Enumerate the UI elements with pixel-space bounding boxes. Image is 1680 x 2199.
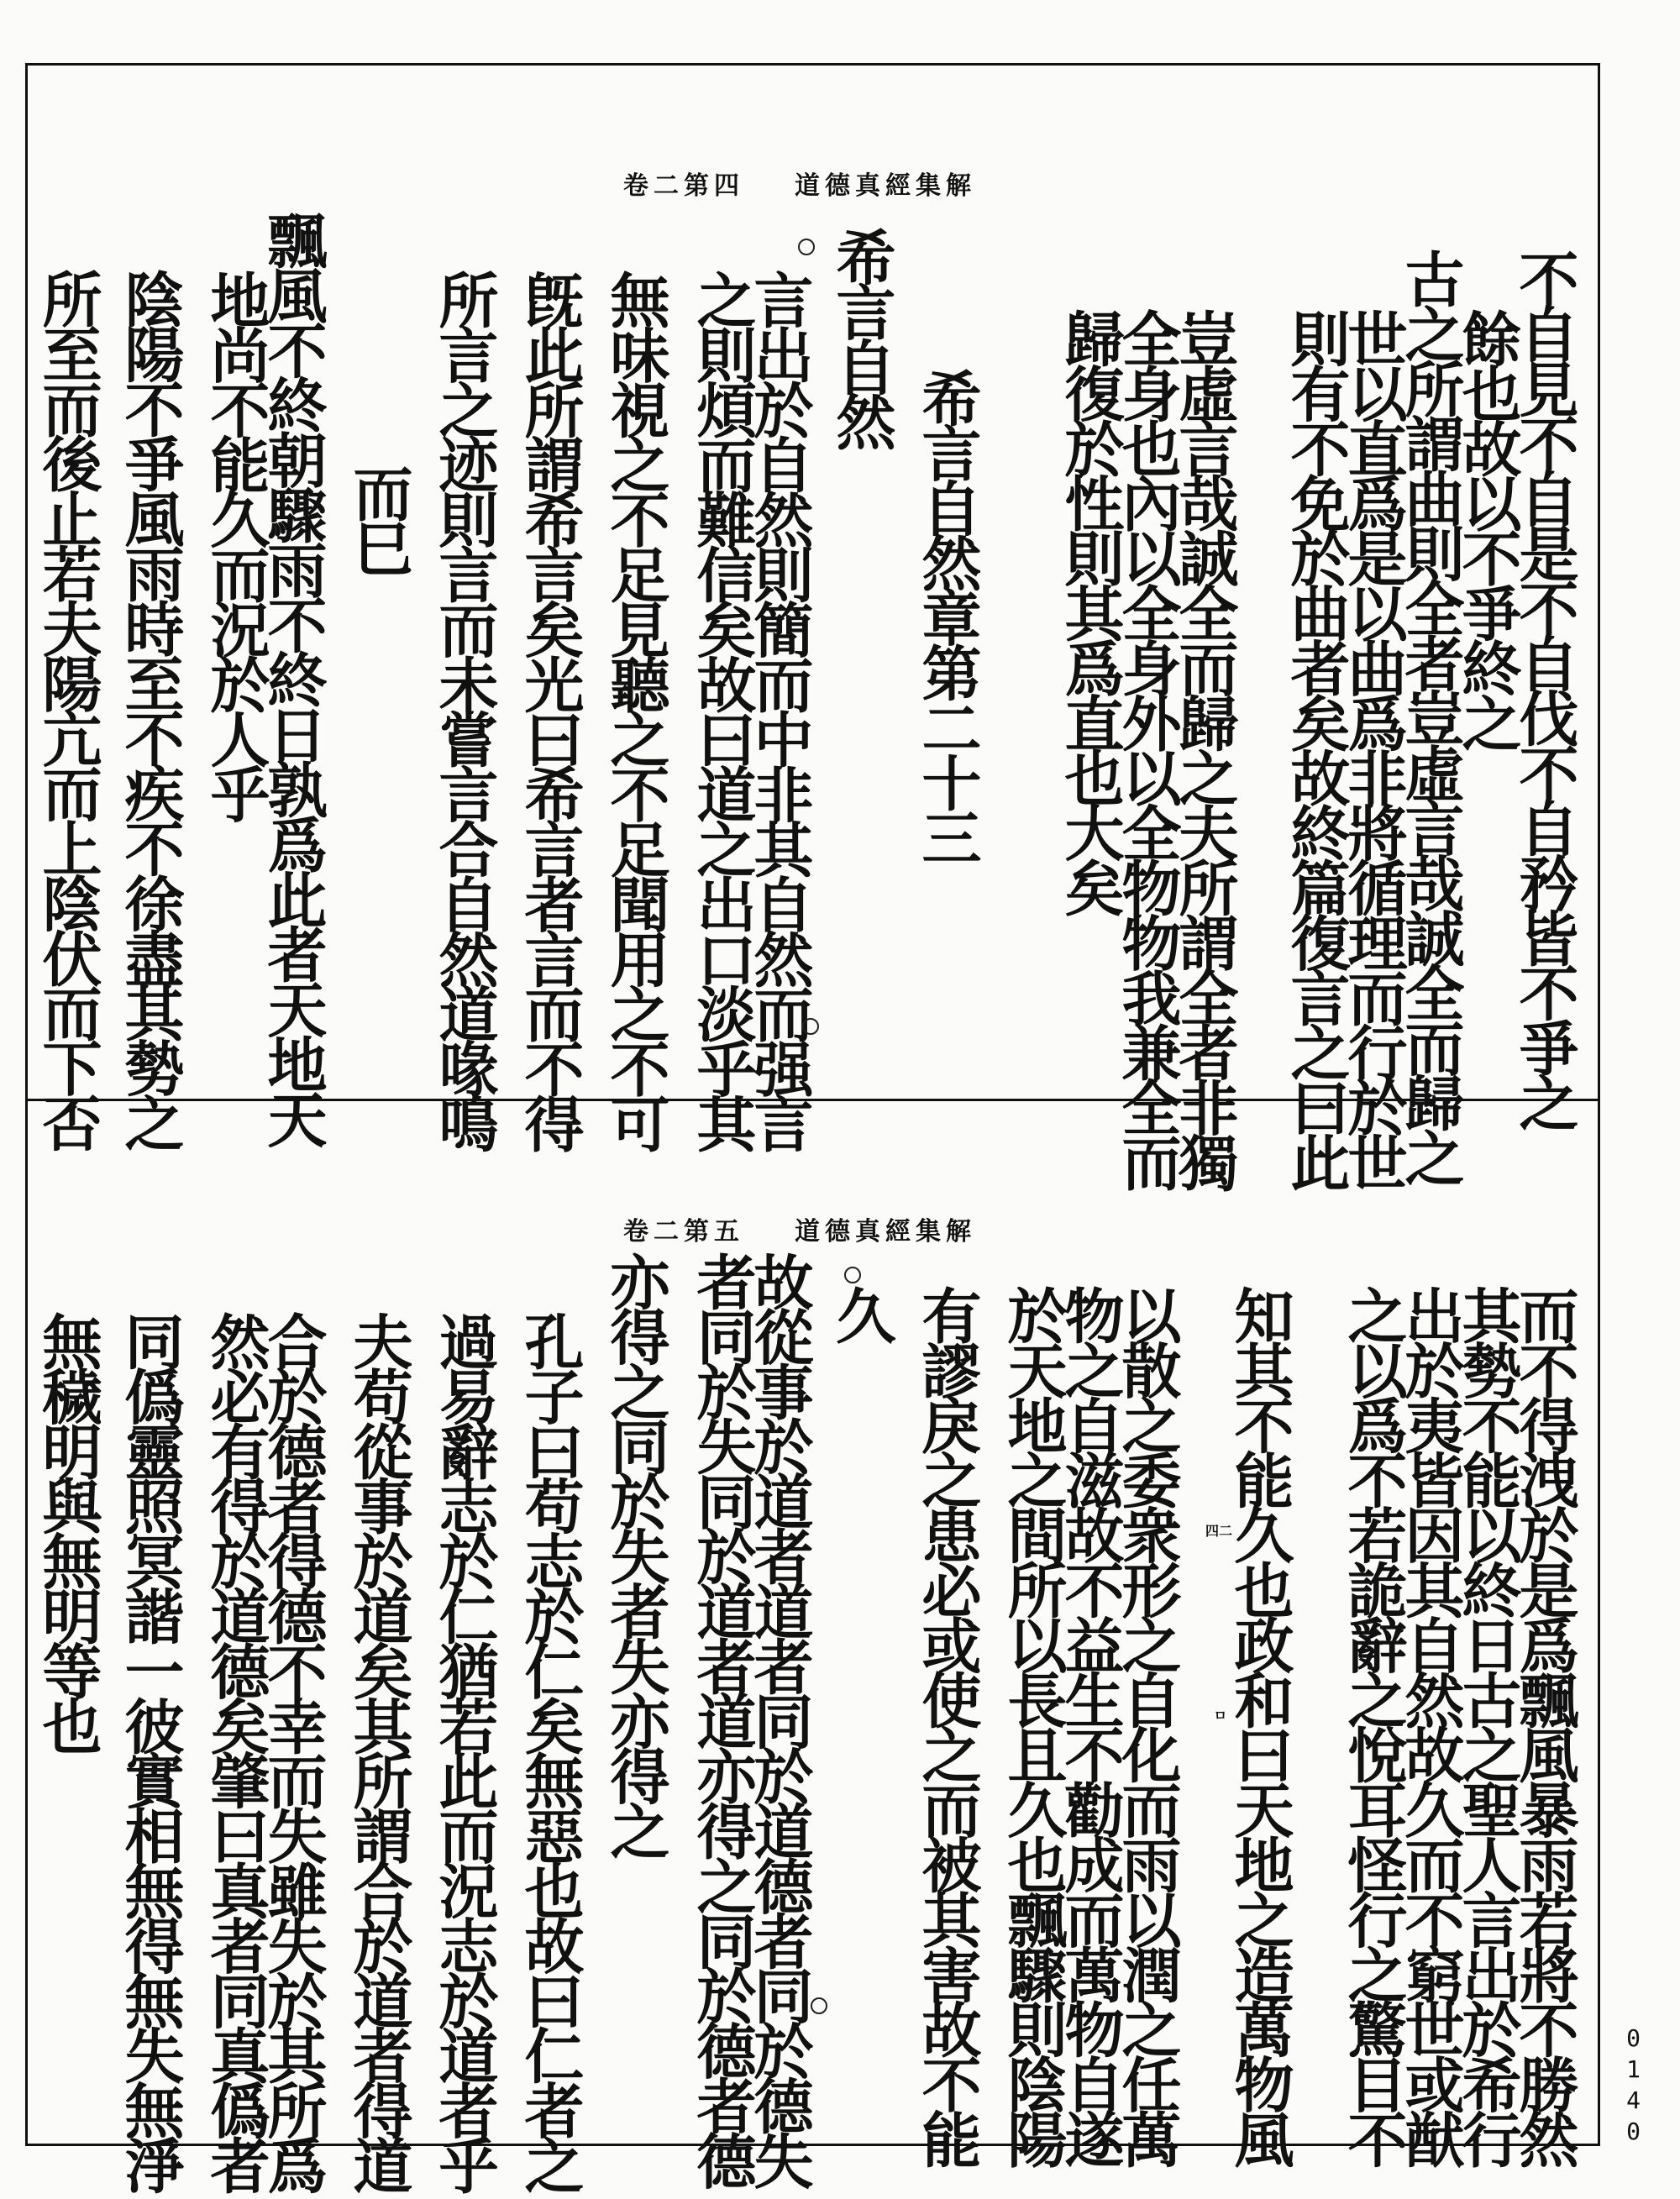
margin-mark-a: 四二 [1205,1523,1233,1539]
top-col-1: 不自見不自是不自伐不自矜皆不爭之 [1509,249,1580,1128]
top-col-20: 所至而後止若夫陽亢而上陰伏而下否 [33,269,103,1148]
bottom-col-1: 而不得洩於是爲飄風暴雨若將不勝然 [1509,1285,1580,2165]
bottom-col-3: 出於夷皆因其自然故久而不窮世或猷 [1395,1285,1466,2165]
bottom-section-circle-1 [844,1267,861,1283]
top-col-2: 餘也故以不爭終之 [1452,308,1523,748]
top-section-circle-2 [802,1018,819,1035]
top-col-7: 全身也內以全身外以全物物我兼全而 [1112,308,1183,1188]
top-section-circle-1 [798,239,815,255]
bottom-col-16: 夫苟從事於道矣其所謂合於道者得道 [344,1311,414,2191]
top-col-12: 之則煩而難信矣故曰道之出口淡乎其 [687,270,758,1149]
bottom-header-volume: 卷二第五 [623,1217,744,1246]
bottom-col-13: 亦得之同於失者失亦得之 [601,1252,671,1856]
top-col-5: 則有不免於曲者矣故終篇復言之曰此 [1281,308,1352,1188]
bottom-col-4: 之以爲不若詭辭之悅耳怪行之驚目不 [1338,1285,1409,2165]
bottom-running-header [623,1210,976,1247]
top-header-volume: 卷二第四 [623,171,744,201]
top-col-3: 古之所謂曲則全者豈虛言哉誠全而歸之 [1395,249,1466,1183]
top-col-14: 旣此所謂希言矣光曰希言者言而不得 [515,270,585,1149]
top-col-18: 地尚不能久而況於人乎 [201,270,271,820]
folio-number: 0140 [1620,2024,1647,2149]
bottom-section-circle-2 [811,1997,827,2014]
margin-mark-b: ㅁ [1214,1708,1227,1724]
bottom-col-5: 知其不能久也政和曰天地之造萬物風 [1225,1285,1295,2165]
top-col-10: 希言自然 [827,227,897,447]
top-header-title: 道德真經集解 [795,171,976,201]
top-col-11: 言出於自然則簡而中非其自然而强言 [744,270,815,1149]
bottom-col-17: 合於德者得德不幸而失雖失於其所爲 [258,1311,328,2191]
top-col-19: 陰陽不爭風雨時至不疾不徐盡其勢之 [115,269,186,1148]
bottom-col-19: 同僞靈照冥諧一彼實相無得無失無淨 [115,1311,186,2191]
top-col-13: 無味視之不足見聽之不足聞用之不可 [601,270,671,1149]
bottom-col-20: 無穢明與無明等也 [33,1311,103,1751]
top-running-header [623,165,976,202]
top-col-17: 飄風不終朝驟雨不終日孰爲此者天地天 [258,210,328,1144]
bottom-col-12: 者同於失同於道者道亦得之同於德者德 [687,1252,758,2186]
bottom-col-2: 其勢不能以終日古之聖人言出於希行 [1452,1285,1523,2165]
bottom-col-9: 有謬戾之患必或使之而被其害故不能 [912,1285,983,2165]
bottom-col-14: 孔子曰苟志於仁矣無惡也故曰仁者之 [515,1311,585,2191]
bottom-col-10: 久 [827,1285,897,1341]
bottom-col-18: 然必有得於道德矣肇曰真者同真僞者 [201,1311,271,2191]
bottom-col-8: 於天地之間所以長且久也飄驟則陰陽 [998,1285,1068,2165]
top-col-6: 豈虛言哉誠全而歸之夫所謂全者非獨 [1169,308,1240,1188]
bottom-col-11: 故從事於道者道者同於道德者同於德失 [744,1252,815,2186]
top-col-9: 希言自然章第二十三 [912,368,983,863]
top-col-15: 所言之迹則言而未嘗言合自然道喙鳴 [429,270,500,1149]
top-col-4: 世以直爲是以曲爲非將循理而行於世 [1338,308,1409,1188]
bottom-col-7: 物之自滋故不益生不勸成而萬物自遂 [1055,1285,1126,2165]
top-col-8: 歸復於性則其爲直也大矣 [1055,308,1126,913]
bottom-header-title: 道德真經集解 [795,1217,976,1246]
top-col-16: 而巳 [344,463,414,573]
bottom-col-15: 過易辭志於仁猶若此而況志於道者乎 [429,1311,500,2191]
bottom-col-6: 以散之委衆形之自化而雨以潤之任萬 [1112,1285,1183,2165]
